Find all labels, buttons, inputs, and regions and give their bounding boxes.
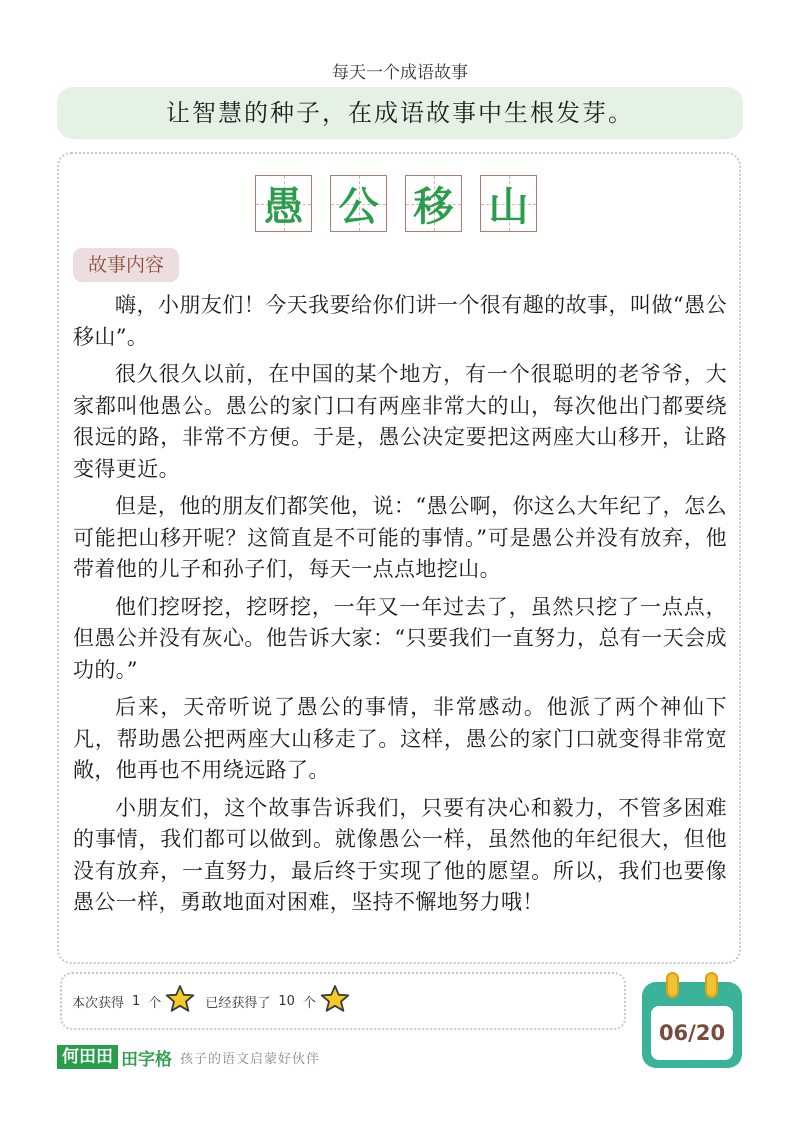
story-body — [73, 290, 727, 925]
reward-total-label: 已经获得了 — [205, 995, 271, 1011]
tianzige-cell — [330, 175, 387, 232]
star-icon — [165, 984, 195, 1018]
footer-brand — [57, 1044, 320, 1070]
story-paragraph: 他们挖呀挖，挖呀挖，一年又一年过去了，虽然只挖了一点点，但愚公并没有灰心。他告诉大家：“只要我们一直努力，总有一天会成功的。” — [73, 594, 727, 682]
brand-name: 田字格 — [121, 1049, 172, 1070]
reward-unit: 个 — [302, 995, 316, 1011]
reward-total-count: 10 — [278, 993, 295, 1009]
story-paragraph: 但是，他的朋友们都笑他，说：“愚公啊，你这么大年纪了，怎么可能把山移开呢？这简直是不可能的事情。”可是愚公并没有放弃，他带着他的儿子和孙子们，每天一点点地挖山。 — [73, 494, 727, 581]
calendar-ring-icon — [705, 972, 718, 998]
idiom-char: 愚 — [263, 183, 304, 230]
reward-bar — [60, 972, 626, 1030]
star-icon — [320, 984, 350, 1018]
brand-slogan: 孩子的语文启蒙好伙伴 — [180, 1051, 321, 1067]
reward-this-time-label: 本次获得 — [72, 995, 125, 1011]
story-paragraph: 嗨，小朋友们！今天我要给你们讲一个很有趣的故事，叫做“愚公移山”。 — [73, 293, 727, 349]
calendar-date: 06/20 — [651, 1006, 733, 1060]
brand-logo: 何田田 — [57, 1045, 118, 1069]
section-label-story: 故事内容 — [73, 248, 179, 282]
motto-banner: 让智慧的种子，在成语故事中生根发芽。 — [57, 87, 743, 139]
story-paragraph: 后来，天帝听说了愚公的事情，非常感动。他派了两个神仙下凡，帮助愚公把两座大山移走了。这样，愚公的家门口就变得非常宽敞，他再也不用绕远路了。 — [73, 695, 727, 782]
idiom-char: 山 — [488, 183, 529, 230]
story-paragraph: 小朋友们，这个故事告诉我们，只要有决心和毅力，不管多困难的事情，我们都可以做到。就像愚公一样，虽然他的年纪很大，但他没有放弃，一直努力，最后终于实现了他的愿望。所以，我们也要像愚公一样，勇敢地面对困难，坚持不懈地努力哦！ — [73, 795, 727, 914]
idiom-char: 公 — [338, 183, 379, 230]
idiom-char: 移 — [413, 183, 454, 230]
tianzige-cell — [405, 175, 462, 232]
reward-unit: 个 — [148, 995, 162, 1011]
calendar-icon — [642, 982, 742, 1068]
series-title: 每天一个成语故事 — [332, 63, 468, 83]
tianzige-cell — [255, 175, 312, 232]
calendar-date-badge — [642, 972, 742, 1068]
tianzige-cell — [480, 175, 537, 232]
idiom-title — [255, 175, 537, 233]
story-paragraph: 很久很久以前，在中国的某个地方，有一个很聪明的老爷爷，大家都叫他愚公。愚公的家门口有两座非常大的山，每次他出门都要绕很远的路，非常不方便。于是，愚公决定要把这两座大山移开，让路变得更近。 — [73, 362, 727, 481]
reward-this-time-count: 1 — [132, 993, 141, 1009]
calendar-ring-icon — [666, 972, 679, 998]
